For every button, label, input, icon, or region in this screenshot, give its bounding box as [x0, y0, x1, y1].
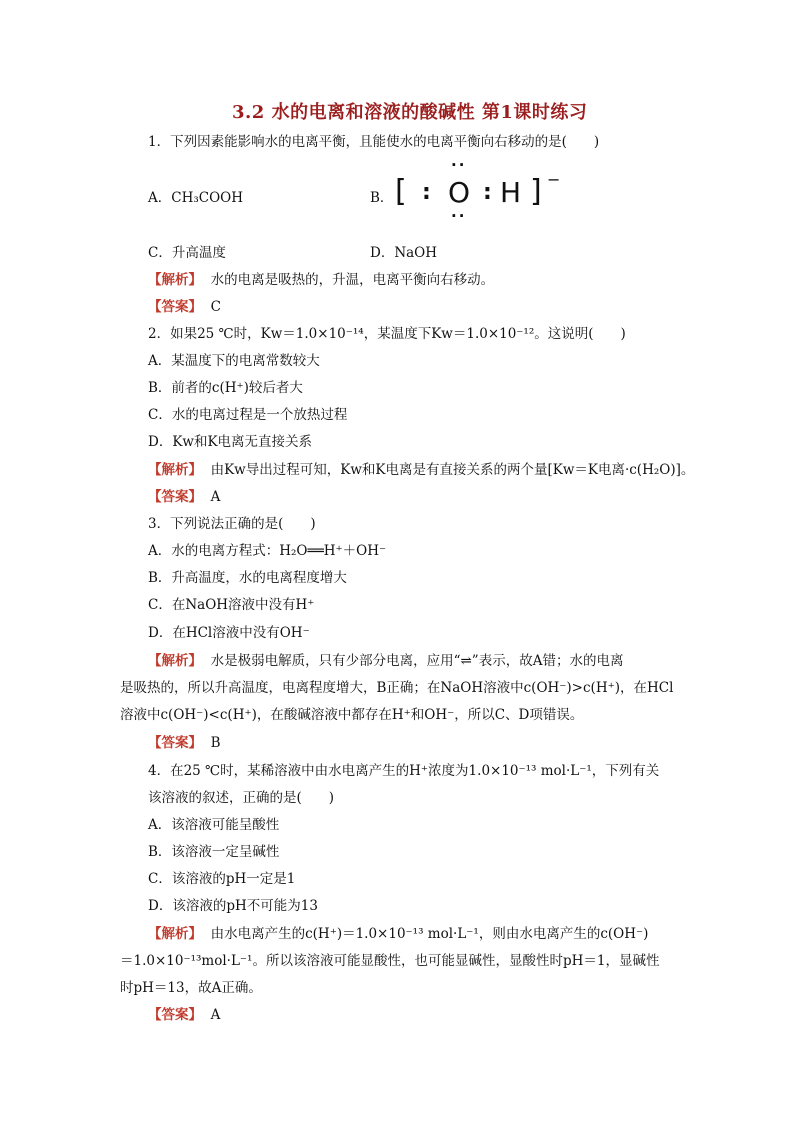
- q3-analysis-line1: [148, 653, 623, 669]
- hydrogen-atom: H: [500, 176, 522, 209]
- q2-option-c: C．水的电离过程是一个放热过程: [148, 407, 348, 423]
- analysis-label: 【解析】: [148, 653, 202, 669]
- q4-option-c: C．该溶液的pH一定是1: [148, 871, 296, 887]
- answer-label: 【答案】: [148, 489, 202, 505]
- q4-option-b: B．该溶液一定呈碱性: [148, 844, 280, 860]
- q1-stem: 1．下列因素能影响水的电离平衡，且能使水的电离平衡向右移动的是( ): [148, 134, 600, 150]
- q2-analysis: [148, 462, 694, 478]
- answer-label: 【答案】: [148, 735, 202, 751]
- q3-analysis-line2: 是吸热的，所以升高温度，电离程度增大，B正确；在NaOH溶液中c(OH⁻)>c(H⁺)，在HCl: [120, 680, 674, 696]
- q2-stem: 2．如果25 ℃时，Kw＝1.0×10⁻¹⁴，某温度下Kw＝1.0×10⁻¹²。这说明( ): [148, 326, 626, 342]
- q4-answer: [148, 1007, 220, 1023]
- q4-analysis-line1: [148, 926, 648, 942]
- page-title: 3.2 水的电离和溶液的酸碱性 第1课时练习: [232, 102, 588, 123]
- q3-option-d: D．在HCl溶液中没有OH⁻: [148, 625, 310, 641]
- q3-analysis-line3: 溶液中c(OH⁻)<c(H⁺)，在酸碱溶液中都存在H⁺和OH⁻，所以C、D项错误。: [120, 707, 584, 723]
- q3-option-c: C．在NaOH溶液中没有H⁺: [148, 597, 315, 613]
- q4-stem-line1: 4．在25 ℃时，某稀溶液中由水电离产生的H⁺浓度为1.0×10⁻¹³ mol·L⁻¹，下列有关: [148, 763, 660, 779]
- q4-analysis-line3: 时pH＝13，故A正确。: [120, 980, 262, 996]
- q4-analysis-text-1: 由水电离产生的c(H⁺)＝1.0×10⁻¹³ mol·L⁻¹，则由水电离产生的c(OH⁻): [210, 926, 649, 942]
- q1-analysis: [148, 272, 494, 288]
- q2-option-a: A．某温度下的电离常数较大: [148, 353, 320, 369]
- q4-analysis-line2: ＝1.0×10⁻¹³mol·L⁻¹。所以该溶液可能显酸性，也可能显碱性，显酸性时pH＝1，显碱性: [120, 953, 660, 969]
- q4-stem-line2: 该溶液的叙述，正确的是( ): [148, 790, 335, 806]
- q1-answer-value: C: [210, 299, 221, 315]
- right-bracket: ]: [530, 174, 542, 209]
- q1-analysis-text: 水的电离是吸热的，升温，电离平衡向右移动。: [210, 272, 495, 288]
- q2-answer-value: A: [210, 489, 221, 505]
- q1-option-b-label: B．: [370, 190, 394, 206]
- lone-pair-bottom: ··: [451, 207, 467, 225]
- q4-option-d: D．该溶液的pH不可能为13: [148, 898, 318, 914]
- q2-option-d: D．Kw和K电离无直接关系: [148, 434, 313, 450]
- analysis-label: 【解析】: [148, 272, 202, 288]
- answer-label: 【答案】: [148, 299, 202, 315]
- q3-option-a: A．水的电离方程式：H₂O══H⁺＋OH⁻: [148, 543, 387, 559]
- q3-option-b: B．升高温度，水的电离程度增大: [148, 570, 347, 586]
- analysis-label: 【解析】: [148, 462, 202, 478]
- analysis-label: 【解析】: [148, 926, 202, 942]
- charge-sign: −: [547, 170, 561, 189]
- q1-option-a: A．CH₃COOH: [148, 190, 244, 206]
- q2-option-b: B．前者的c(H⁺)较后者大: [148, 380, 303, 396]
- hydroxide-lewis-structure: [395, 158, 565, 228]
- left-bracket: [: [395, 174, 407, 209]
- q1-option-c: C．升高温度: [148, 245, 226, 261]
- lone-pair-top: ··: [451, 156, 467, 174]
- q2-answer: [148, 489, 220, 505]
- q2-analysis-text: 由Kw导出过程可知，Kw和K电离是有直接关系的两个量[Kw＝K电离·c(H₂O)]。: [210, 462, 695, 478]
- q3-answer-value: B: [210, 735, 221, 751]
- q3-analysis-text-1: 水是极弱电解质，只有少部分电离，应用“⇌”表示，故A错；水的电离: [210, 653, 624, 669]
- oxygen-atom: O: [448, 176, 471, 209]
- lone-pair-left: :: [422, 180, 431, 205]
- q1-option-d: D．NaOH: [370, 245, 438, 261]
- q3-answer: [148, 735, 221, 751]
- q4-answer-value: A: [210, 1007, 221, 1023]
- q1-answer: [148, 299, 221, 315]
- q3-stem: 3．下列说法正确的是( ): [148, 516, 316, 532]
- answer-label: 【答案】: [148, 1007, 202, 1023]
- bond-pair: :: [483, 180, 492, 205]
- q4-option-a: A．该溶液可能呈酸性: [148, 817, 280, 833]
